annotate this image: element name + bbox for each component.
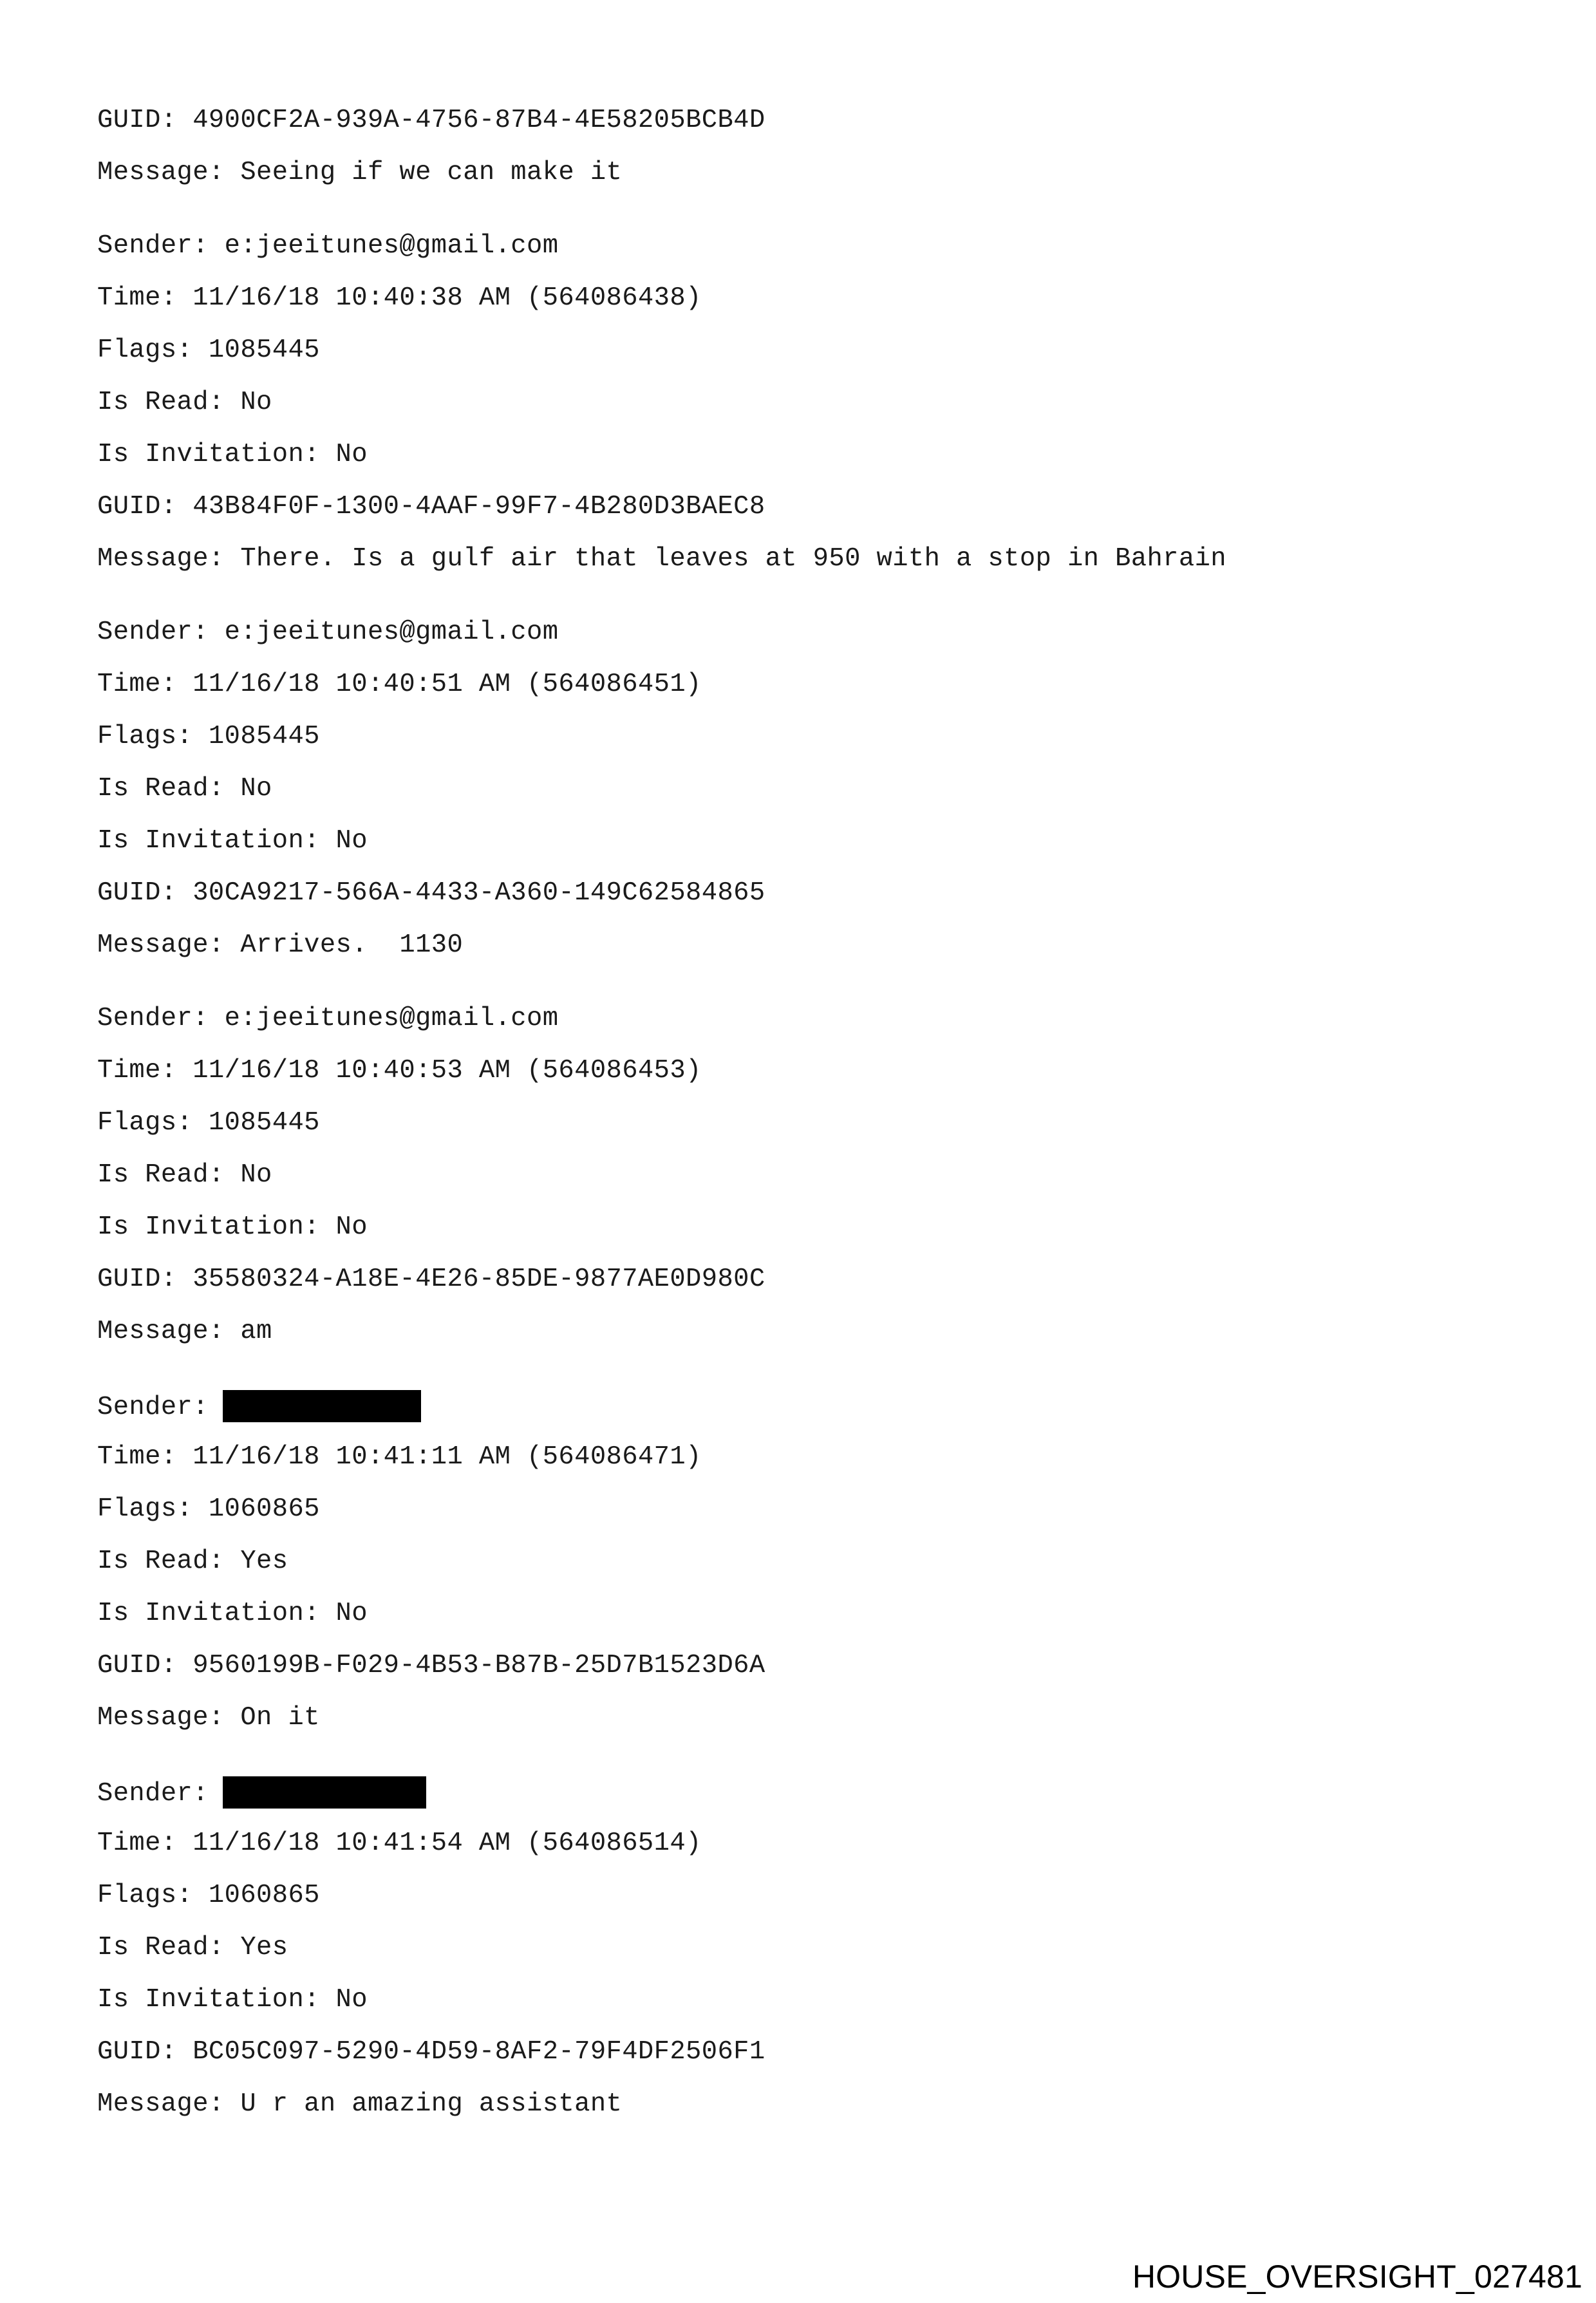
sender-line: Sender: e:jeeitunes@gmail.com	[97, 1004, 559, 1033]
sender-line	[97, 1390, 1514, 1420]
message-line: Message: On it	[97, 1703, 320, 1733]
message-line: Message: U r an amazing assistant	[97, 2089, 623, 2119]
is-invitation-line: Is Invitation: No	[97, 1212, 368, 1242]
is-read-line: Is Read: No	[97, 388, 272, 417]
message-line: Message: am	[97, 1317, 272, 1346]
time-line: Time: 11/16/18 10:40:38 AM (564086438)	[97, 283, 702, 313]
message-line: Message: Arrives. 1130	[97, 930, 464, 960]
flags-line: Flags: 1085445	[97, 1108, 320, 1138]
time-line: Time: 11/16/18 10:41:54 AM (564086514)	[97, 1828, 702, 1858]
flags-line: Flags: 1085445	[97, 722, 320, 751]
is-read-line: Is Read: No	[97, 1160, 272, 1190]
is-read-line: Is Read: No	[97, 774, 272, 804]
message-line: Message: Seeing if we can make it	[97, 158, 623, 187]
is-read-line: Is Read: Yes	[97, 1933, 288, 1962]
redaction-box	[223, 1390, 421, 1422]
flags-line: Flags: 1085445	[97, 335, 320, 365]
sender-line: Sender: e:jeeitunes@gmail.com	[97, 231, 559, 261]
sender-label: Sender:	[97, 1393, 209, 1422]
flags-line: Flags: 1060865	[97, 1881, 320, 1910]
message-record	[97, 1776, 1514, 2119]
message-record	[97, 1004, 1514, 1346]
message-record	[97, 1390, 1514, 1733]
guid-line: GUID: 43B84F0F-1300-4AAF-99F7-4B280D3BAEC8	[97, 492, 765, 522]
is-invitation-line: Is Invitation: No	[97, 1599, 368, 1628]
guid-line: GUID: 4900CF2A-939A-4756-87B4-4E58205BCB4D	[97, 106, 765, 135]
time-line: Time: 11/16/18 10:41:11 AM (564086471)	[97, 1442, 702, 1472]
sender-line: Sender: e:jeeitunes@gmail.com	[97, 617, 559, 647]
leading-record-fragment	[97, 106, 1514, 187]
sender-line	[97, 1776, 1514, 1809]
guid-line: GUID: 9560199B-F029-4B53-B87B-25D7B1523D6A	[97, 1651, 765, 1680]
is-invitation-line: Is Invitation: No	[97, 1985, 368, 2015]
guid-line: GUID: BC05C097-5290-4D59-8AF2-79F4DF2506F1	[97, 2037, 765, 2067]
time-line: Time: 11/16/18 10:40:51 AM (564086451)	[97, 670, 702, 699]
message-record	[97, 231, 1514, 574]
is-invitation-line: Is Invitation: No	[97, 440, 368, 469]
guid-line: GUID: 30CA9217-566A-4433-A360-149C62584865	[97, 878, 765, 908]
message-line: Message: There. Is a gulf air that leaves at 950 with a stop in Bahrain	[97, 544, 1226, 574]
message-record	[97, 617, 1514, 960]
time-line: Time: 11/16/18 10:40:53 AM (564086453)	[97, 1056, 702, 1086]
is-invitation-line: Is Invitation: No	[97, 826, 368, 856]
bates-number: HOUSE_OVERSIGHT_027481	[1132, 2259, 1582, 2295]
flags-line: Flags: 1060865	[97, 1494, 320, 1524]
redaction-box	[223, 1776, 426, 1809]
sender-label: Sender:	[97, 1779, 209, 1809]
is-read-line: Is Read: Yes	[97, 1546, 288, 1576]
message-log	[97, 106, 1514, 2141]
guid-line: GUID: 35580324-A18E-4E26-85DE-9877AE0D980C	[97, 1264, 765, 1294]
